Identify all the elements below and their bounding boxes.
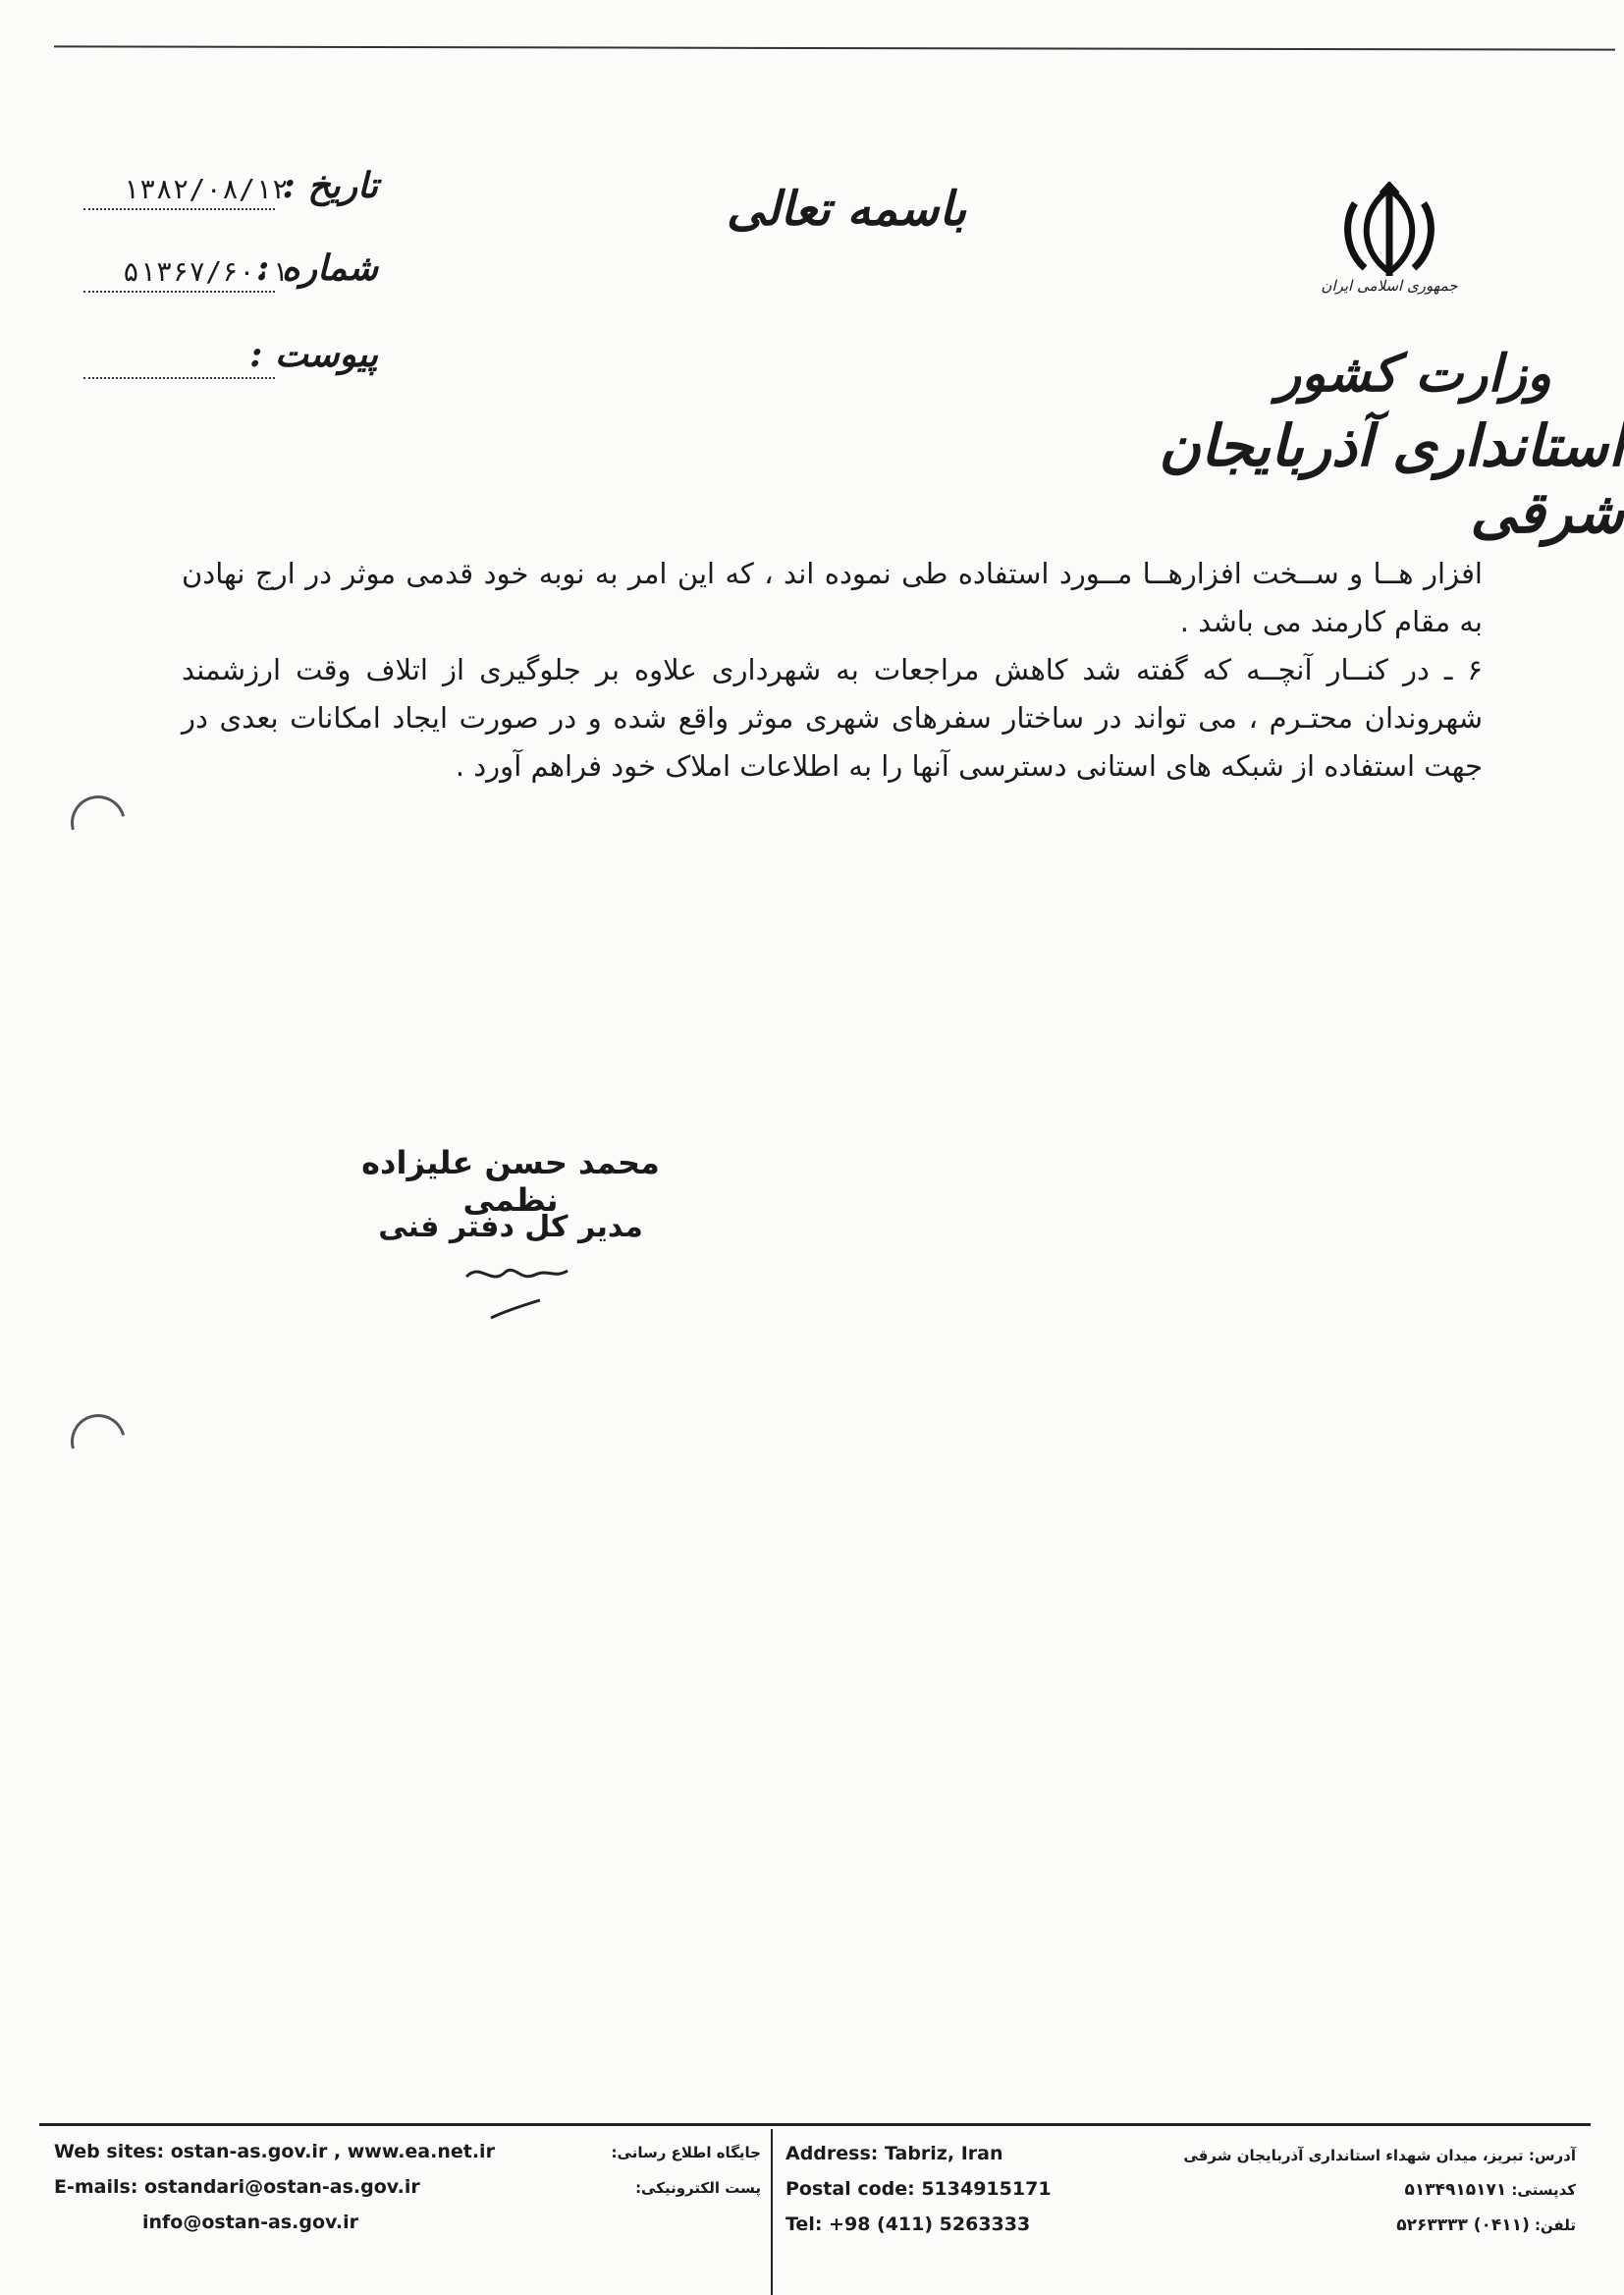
date-value: ۱۳۸۲/۰۸/۱۲	[123, 173, 289, 205]
punch-hole	[61, 1404, 135, 1479]
ministry-name: وزارت کشور	[1276, 344, 1551, 404]
footer-postal-fa-value: ۵۱۳۴۹۱۵۱۷۱	[1404, 2180, 1507, 2200]
footer-emails-en: E-mails: ostandari@ostan-as.gov.ir	[54, 2176, 420, 2198]
signatory-title: مدیر کل دفتر فنی	[378, 1210, 643, 1244]
footer-email2-en: info@ostan-as.gov.ir	[142, 2212, 358, 2233]
number-label: شماره :	[255, 247, 378, 289]
footer-postal-fa	[1326, 2180, 1576, 2200]
footer-divider	[771, 2129, 773, 2295]
attachment-row	[83, 334, 378, 389]
iran-emblem-icon	[1335, 182, 1443, 280]
body-paragraph: افزار هــا و ســخت افزارهــا مــورد استفاده طی نموده اند ، که این امر به نوبه خود قدمی موثر در ارج نهادن به مقام کارمند می باشد .	[182, 557, 1483, 638]
date-row	[83, 165, 378, 220]
number-row	[83, 247, 378, 302]
date-label: تاریخ :	[282, 165, 378, 206]
footer-tel-fa-label: تلفن:	[1534, 2216, 1576, 2234]
footer-tel-en: Tel: +98 (411) 5263333	[785, 2213, 1031, 2235]
punch-hole	[61, 786, 135, 860]
footer-postal-fa-label: کدپستی:	[1511, 2181, 1576, 2199]
footer-tel-fa-value: (۰۴۱۱) ۵۲۶۳۳۳۳	[1396, 2215, 1530, 2235]
letter-body	[182, 550, 1483, 791]
footer-emails-fa: پست الکترونیکی:	[635, 2179, 761, 2197]
body-paragraph: ۶ ـ در کنــار آنچــه که گفته شد کاهش مراجعات به شهرداری علاوه بر جلوگیری از اتلاف وقت ارزشمند شهروندان محتـرم ، می تواند در ساختار سفرهای شهری موثر واقع شده و در صورت ایجاد امکانات بعدی در جهت استفاده از شبکه های استانی دسترسی آنها را به اطلاعات املاک خود فراهم آورد .	[182, 653, 1483, 783]
attachment-label: پیوست :	[249, 334, 378, 375]
attachment-dotted-line	[83, 377, 275, 379]
footer-postal-en: Postal code: 5134915171	[785, 2178, 1052, 2200]
republic-caption: جمهوری اسلامی ایران	[1321, 277, 1458, 295]
footer-websites-fa: جایگاه اطلاع رسانی:	[611, 2144, 761, 2161]
footer-rule	[39, 2123, 1591, 2126]
signatory-name: محمد حسن علیزاده نظمی	[361, 1144, 660, 1219]
governorate-name: استانداری آذربایجان شرقی	[1159, 412, 1624, 546]
number-value: ۵۱۳۶۷/۶۰۰۱	[123, 255, 289, 288]
footer-websites-en: Web sites: ostan-as.gov.ir , www.ea.net.ir	[54, 2141, 495, 2162]
number-dotted-line	[83, 291, 275, 293]
date-dotted-line	[83, 208, 275, 210]
footer-address-fa: آدرس: تبریز، میدان شهداء استانداری آذربایجان شرقی	[1183, 2147, 1576, 2164]
footer-address-en: Address: Tabriz, Iran	[785, 2143, 1003, 2164]
invocation: باسمه تعالی	[727, 182, 967, 237]
top-rule	[54, 45, 1615, 50]
handwritten-signature	[461, 1257, 579, 1336]
footer-tel-fa	[1326, 2215, 1576, 2235]
